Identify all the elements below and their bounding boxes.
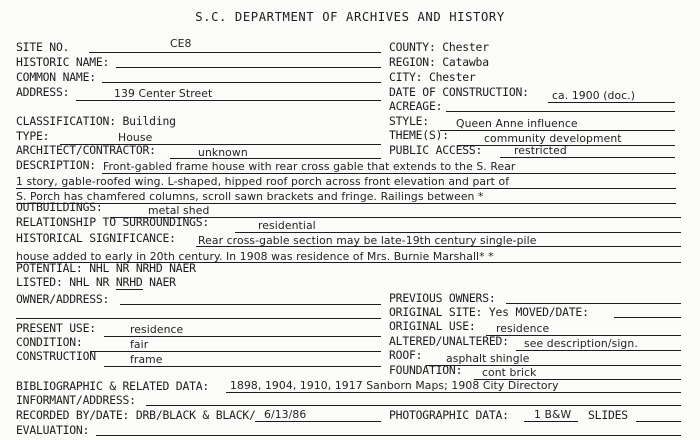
acreage-label: ACREAGE: [389,99,443,113]
condition-label: CONDITION: [16,335,83,349]
historic-name-label: HISTORIC NAME: [16,55,110,69]
theme-value: community development [484,132,622,145]
significance-line-1: Rear cross-gable section may be late-19th century single-pile [198,234,537,247]
bibliographic-label: BIBLIOGRAPHIC & RELATED DATA: [16,379,210,393]
evaluation-label: EVALUATION: [16,423,90,437]
slides-label: SLIDES [588,408,628,422]
altered-value: see description/sign. [524,337,638,350]
photographic-value: 1 B&W [534,408,572,421]
listed-suffix: NAER [142,275,176,289]
roof-label: ROOF: [389,348,423,362]
recorded-by-label: RECORDED BY/DATE: DRB/BLACK & BLACK/ [16,408,256,422]
photographic-line [524,421,578,422]
evaluation-line [96,435,681,436]
condition-line [90,351,381,352]
informant-line [146,405,681,406]
roof-line [426,365,681,366]
county-label: COUNTY: Chester [389,40,489,54]
previous-owners-line [506,303,681,304]
relationship-label: RELATIONSHIP TO SURROUNDINGS: [16,215,210,229]
recorded-date-value: 6/13/86 [264,408,307,421]
informant-label: INFORMANT/ADDRESS: [16,393,136,407]
common-name-label: COMMON NAME: [16,70,96,84]
owner-address-line-2 [16,318,381,319]
present-use-value: residence [130,323,184,336]
form-title: S.C. DEPARTMENT OF ARCHIVES AND HISTORY [195,10,505,24]
bibliographic-line [226,392,681,393]
relationship-line [235,232,681,233]
historic-name-line [116,67,381,68]
original-use-value: residence [496,322,550,335]
present-use-line [104,336,381,337]
bibliographic-value: 1898, 1904, 1910, 1917 Sanborn Maps; 1908 City Directory [230,379,559,392]
public-access-value: restricted [514,144,567,157]
owner-address-line [120,304,381,305]
description-line-2: 1 story, gable-roofed wing. L-shaped, hipped roof porch across front elevation and part of [16,175,510,188]
original-use-label: ORIGINAL USE: [389,319,476,333]
relationship-value: residential [258,219,316,232]
date-of-construction-value: ca. 1900 (doc.) [552,89,636,102]
architect-line [170,158,381,159]
address-line [76,100,381,101]
construction-line [104,366,381,367]
foundation-value: cont brick [482,366,537,379]
type-label: TYPE: [16,129,50,143]
recorded-by-line [255,421,381,422]
style-value: Queen Anne influence [456,117,578,130]
slides-line [636,421,681,422]
original-use-line [486,335,681,336]
altered-label: ALTERED/UNALTERED: [389,334,509,348]
altered-line [516,350,681,351]
site-no-value: CE8 [170,37,192,50]
description-rule-3 [16,203,676,204]
architect-value: unknown [198,146,248,159]
foundation-label: FOUNDATION: [389,363,463,377]
classification-label: CLASSIFICATION: Building [16,114,176,128]
construction-label: CONSTRUCTION [16,349,96,363]
significance-label: HISTORICAL SIGNIFICANCE: [16,231,176,245]
outbuildings-value: metal shed [148,204,210,217]
significance-line-2: house added to early in 20th century. In 1908 was residence of Mrs. Burnie Marshall* * [16,250,494,263]
listed-nrhd-marked: NRHD [115,275,143,289]
foundation-line [474,379,681,380]
theme-label: THEME(S): [389,128,449,142]
owner-address-label: OWNER/ADDRESS: [16,292,110,306]
region-label: REGION: Catawba [389,55,489,69]
date-of-construction-label: DATE OF CONSTRUCTION: [389,85,529,99]
moved-date-line [614,317,681,318]
description-rule-2 [16,188,676,189]
style-line [440,130,675,131]
architect-label: ARCHITECT/CONTRACTOR: [16,143,156,157]
public-access-label: PUBLIC ACCESS: [389,143,483,157]
description-line-1: Front-gabled frame house with rear cross gable that extends to the S. Rear [103,160,516,173]
address-label: ADDRESS: [16,85,70,99]
outbuildings-label: OUTBUILDINGS: [16,200,103,214]
present-use-label: PRESENT USE: [16,321,96,335]
description-label: DESCRIPTION: [16,158,96,172]
city-label: CITY: Chester [389,70,476,84]
acreage-line [446,111,675,112]
style-label: STYLE: [389,114,429,128]
public-access-line [500,157,675,158]
listed-label [16,276,176,289]
site-no-label: SITE NO. [16,40,70,54]
construction-value: frame [130,353,163,366]
roof-value: asphalt shingle [446,352,530,365]
type-value: House [118,131,153,144]
date-of-construction-line [548,102,675,103]
photographic-label: PHOTOGRAPHIC DATA: [389,408,509,422]
potential-label: POTENTIAL: NHL NR NRHD NAER [16,261,196,275]
significance-rule-1 [196,246,681,247]
condition-value: fair [130,338,149,351]
description-line-3: S. Porch has chamfered columns, scroll sawn brackets and fringe. Railings between * [16,190,484,203]
original-site-label: ORIGINAL SITE: Yes MOVED/DATE: [389,305,589,319]
common-name-line [102,82,381,83]
listed-prefix: LISTED: NHL NR [16,275,116,289]
address-value: 139 Center Street [114,87,213,100]
site-no-line [89,52,381,53]
previous-owners-label: PREVIOUS OWNERS: [389,291,496,305]
description-rule-1 [102,173,676,174]
